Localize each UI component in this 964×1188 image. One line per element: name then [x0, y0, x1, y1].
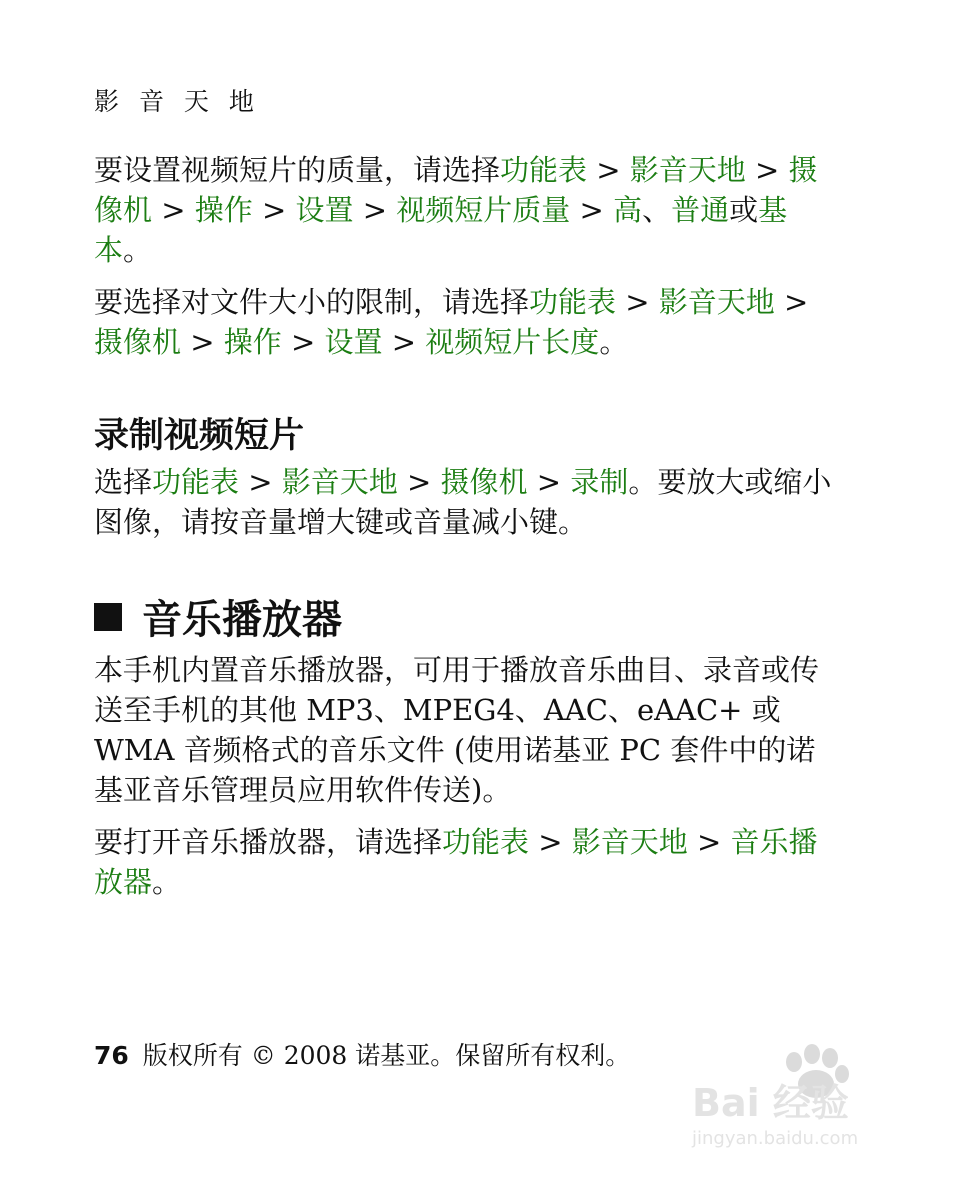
running-header: 影 音 天 地 — [94, 87, 260, 116]
menu-path-item: 功能表 — [500, 153, 588, 187]
menu-path-item: 摄像机 — [94, 153, 818, 227]
text: 本手机内置音乐播放器，可用于播放音乐曲目、录音或传送至手机的其他 MP3、MPEG4、AAC、eAAC+ 或 WMA 音频格式的音乐文件 (使用诺基亚 PC 套件中的诺基亚音乐管理员应用软件传送)。 — [94, 653, 820, 807]
path-separator: > — [252, 193, 296, 227]
menu-path-item: 音乐播放器 — [94, 825, 818, 899]
text: 。 — [123, 233, 153, 267]
text: 要选择对文件大小的限制，请选择 — [94, 285, 530, 319]
path-separator: > — [239, 465, 282, 499]
text: 。 — [599, 325, 629, 359]
watermark-logo: Bai 经验 — [692, 1081, 849, 1125]
text: 要打开音乐播放器，请选择 — [94, 825, 443, 859]
path-separator: > — [382, 325, 426, 359]
option-basic: 基本 — [94, 193, 788, 267]
text: 要设置视频短片的质量，请选择 — [94, 153, 501, 187]
option-normal: 普通 — [671, 193, 730, 227]
heading-music-player — [94, 588, 342, 645]
path-separator: > — [281, 325, 325, 359]
baidu-jingyan-watermark — [684, 1032, 914, 1152]
menu-path-item: 操作 — [194, 193, 253, 227]
menu-path-item: 操作 — [223, 325, 282, 359]
copyright-text: 版权所有 © 2008 诺基亚。保留所有权利。 — [142, 1041, 631, 1070]
path-separator: > — [745, 153, 780, 187]
path-separator: > — [527, 465, 571, 499]
path-separator: > — [152, 193, 195, 227]
text: 。要放大或缩小图像，请按音量增大键或音量减小键。 — [94, 465, 832, 539]
paragraph-record-video — [94, 462, 834, 542]
heading-record-video: 录制视频短片 — [94, 416, 305, 456]
menu-path-item: 影音天地 — [281, 465, 398, 499]
menu-path-item: 摄像机 — [94, 325, 182, 359]
heading-text: 音乐播放器 — [142, 597, 342, 643]
watermark-url: jingyan.baidu.com — [692, 1128, 859, 1149]
menu-path-item: 影音天地 — [629, 153, 746, 187]
paragraph-music-intro — [94, 650, 834, 810]
path-separator: > — [570, 193, 614, 227]
path-separator: > — [587, 153, 630, 187]
menu-path-item: 功能表 — [529, 285, 617, 319]
page-footer — [94, 1036, 630, 1072]
menu-path-item: 设置 — [295, 193, 354, 227]
text: 选择 — [94, 465, 153, 499]
page-number: 76 — [94, 1041, 129, 1070]
menu-path-item: 视频短片质量 — [396, 193, 571, 227]
menu-path-item: 设置 — [324, 325, 383, 359]
path-separator: > — [181, 325, 224, 359]
menu-path-item: 功能表 — [152, 465, 240, 499]
menu-path-item: 摄像机 — [440, 465, 528, 499]
path-separator: > — [616, 285, 659, 319]
text: 或 — [729, 193, 759, 227]
paragraph-open-music — [94, 822, 834, 902]
path-separator: > — [687, 825, 731, 859]
path-separator: > — [397, 465, 441, 499]
path-separator: > — [784, 285, 809, 319]
paragraph-file-size — [94, 282, 834, 362]
menu-path-item: 视频短片长度 — [425, 325, 600, 359]
paragraph-video-quality — [94, 150, 834, 270]
text: 、 — [642, 193, 672, 227]
text: 。 — [152, 865, 182, 899]
menu-path-item: 影音天地 — [658, 285, 775, 319]
path-separator: > — [353, 193, 397, 227]
path-separator: > — [529, 825, 572, 859]
menu-path-item: 影音天地 — [571, 825, 688, 859]
section-square-icon — [94, 603, 122, 631]
option-high: 高 — [613, 193, 643, 227]
menu-path-item: 功能表 — [442, 825, 530, 859]
menu-path-item: 录制 — [570, 465, 629, 499]
